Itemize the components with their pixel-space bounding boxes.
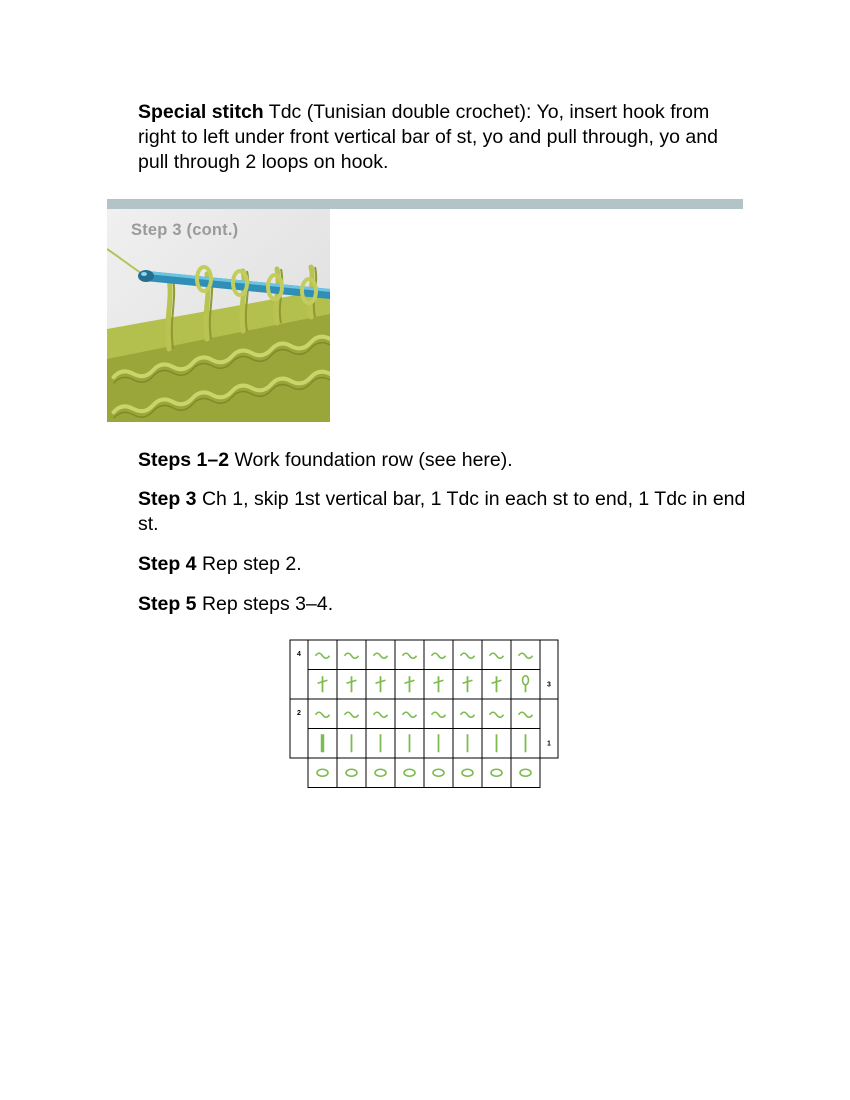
stitch-symbol-return — [403, 712, 417, 717]
stitch-symbol-tdc — [492, 676, 502, 692]
stitch-symbol-return — [519, 712, 533, 717]
step-text: Ch 1, skip 1st vertical bar, 1 Tdc in each st to end, 1 Tdc in end st. — [138, 488, 746, 535]
stitch-symbol-tdc — [405, 676, 415, 692]
step-3 — [138, 487, 748, 537]
stitch-symbol-tdc — [434, 676, 444, 692]
stitch-symbol-return — [490, 653, 504, 658]
special-stitch-text: Tdc (Tunisian double crochet): Yo, insert hook from right to left under front vertical bar of st, yo and pull through, yo and pull through 2 loops on hook. — [138, 101, 718, 173]
stitch-symbol-return — [374, 653, 388, 658]
stitch-symbol-return — [345, 653, 359, 658]
step-5 — [138, 592, 748, 617]
step-text: Rep step 2. — [201, 553, 302, 575]
stitch-symbol-return — [374, 712, 388, 717]
stitch-symbol-tdc — [318, 676, 328, 692]
stitch-symbol-chain — [317, 769, 328, 776]
step-1-2 — [138, 448, 748, 473]
photo-caption: Step 3 (cont.) — [131, 221, 239, 239]
crochet-hook-illustration — [107, 209, 330, 422]
step-text: Work foundation row (see here). — [234, 449, 513, 471]
step-label: Step 4 — [138, 553, 197, 575]
stitch-symbol-return — [345, 712, 359, 717]
step-label: Step 3 — [138, 488, 197, 510]
step-photo — [107, 209, 330, 422]
stitch-symbol-chain — [462, 769, 473, 776]
stitch-symbol-return — [519, 653, 533, 658]
stitch-symbol-chain — [375, 769, 386, 776]
stitch-symbol-return — [432, 712, 446, 717]
stitch-symbol-chain — [491, 769, 502, 776]
stitch-symbol-chain — [433, 769, 444, 776]
stitch-symbol-tdc — [463, 676, 473, 692]
stitch-symbol-return — [316, 712, 330, 717]
row-number-3: 3 — [547, 681, 551, 689]
step-text: Rep steps 3–4. — [201, 593, 334, 615]
step-4 — [138, 552, 748, 577]
stitch-symbol-tdc — [347, 676, 357, 692]
stitch-symbol-chain — [520, 769, 531, 776]
stitch-symbol-return — [432, 653, 446, 658]
step-label: Step 5 — [138, 593, 197, 615]
stitch-chart — [290, 640, 560, 790]
stitch-symbol-return — [490, 712, 504, 717]
stitch-symbol-return — [316, 653, 330, 658]
special-stitch-label: Special stitch — [138, 101, 264, 123]
stitch-symbol-return — [461, 653, 475, 658]
stitch-symbol-chain — [404, 769, 415, 776]
stitch-symbol-chain — [346, 769, 357, 776]
step-label: Steps 1–2 — [138, 449, 230, 471]
row-number-1: 1 — [547, 740, 551, 748]
section-divider — [107, 199, 743, 209]
stitch-chart-svg — [290, 640, 560, 790]
stitch-symbol-return — [403, 653, 417, 658]
stitch-symbol-return — [461, 712, 475, 717]
row-number-4: 4 — [297, 651, 301, 658]
stitch-symbol-tdc-end — [523, 676, 529, 693]
special-stitch-paragraph — [138, 100, 748, 175]
row-number-2: 2 — [297, 710, 301, 717]
stitch-symbol-tdc — [376, 676, 386, 692]
